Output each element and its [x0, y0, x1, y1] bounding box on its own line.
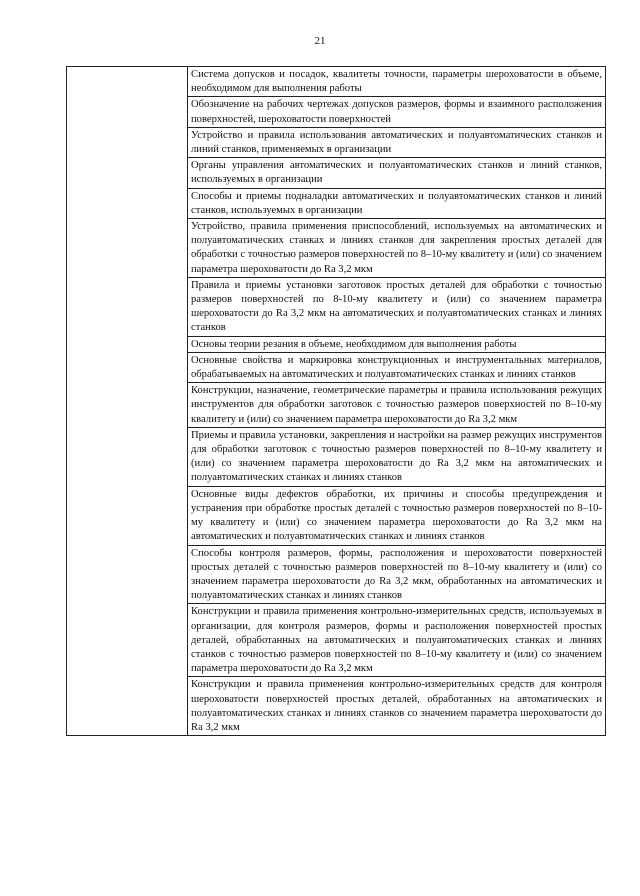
requirements-table: [66, 66, 606, 736]
table-cell: Конструкции, назначение, геометрические параметры и правила использования режущих инструментов для обработки заготовок с точностью размеров поверхностей по 8–10-му квалитету и (или) со значением параметра шероховатости до Ra 3,2 мкм: [188, 383, 606, 428]
table-cell: Способы контроля размеров, формы, расположения и шероховатости поверхностей простых деталей с точностью размеров поверхностей по 8–10-му квалитету и (или) со значением параметра шероховатости до Ra 3,2 мкм, обработанных на автоматических и полуавтоматических станках и линиях станков: [188, 545, 606, 604]
table-cell: Приемы и правила установки, закрепления и настройки на размер режущих инструментов для обработки заготовок с точностью размеров поверхностей по 8–10-му квалитету и (или) со значением параметра шероховатости до Ra 3,2 мкм на автоматических и полуавтоматических станках и линиях станков: [188, 427, 606, 486]
page-number: 21: [314, 35, 326, 47]
table-cell: Обозначение на рабочих чертежах допусков размеров, формы и взаимного расположения поверхностей, шероховатости поверхностей: [188, 97, 606, 127]
category-cell: [67, 67, 188, 736]
table-cell: Основы теории резания в объеме, необходимом для выполнения работы: [188, 336, 606, 352]
table-cell: Основные свойства и маркировка конструкционных и инструментальных материалов, обрабатываемых на автоматических и полуавтоматических станках и линиях станков: [188, 352, 606, 382]
table-cell: Правила и приемы установки заготовок простых деталей для обработки с точностью размеров поверхностей по 8-10-му квалитету и (или) со значением параметра шероховатости до Ra 3,2 мкм на автоматических и полуавтоматических станках и линиях станков: [188, 277, 606, 336]
table-cell: Органы управления автоматических и полуавтоматических станков и линий станков, используемых в организации: [188, 158, 606, 188]
table-cell: Устройство, правила применения приспособлений, используемых на автоматических и полуавтоматических станках и линиях станков для закрепления простых деталей для обработки с точностью размеров поверхностей по 8–10-му квалитету и (или) со значением параметра шероховатости до Ra 3,2 мкм: [188, 219, 606, 278]
table-cell: Способы и приемы подналадки автоматических и полуавтоматических станков и линий станков, используемых в организации: [188, 188, 606, 218]
table-cell: Основные виды дефектов обработки, их причины и способы предупреждения и устранения при обработке простых деталей с точностью размеров поверхностей по 8–10-му квалитету и (или) со значением параметра шероховатости до Ra 3,2 мкм на автоматических и полуавтоматических станках и линиях станков: [188, 486, 606, 545]
table-cell: Конструкции и правила применения контрольно-измерительных средств для контроля шероховатости поверхностей простых деталей, обработанных на автоматических и полуавтоматических станках и линиях станков со значением параметра шероховатости до Ra 3,2 мкм: [188, 677, 606, 736]
table-cell: Устройство и правила использования автоматических и полуавтоматических станков и линий станков, применяемых в организации: [188, 127, 606, 157]
table-row: [67, 67, 606, 97]
table-cell: Конструкции и правила применения контрольно-измерительных средств, используемых в организации, для контроля размеров, формы и расположения поверхностей простых деталей, обработанных на автоматических и полуавтоматических станках и линиях станков с точностью размеров поверхностей по 8–10-му квалитету и (или) со значением параметра шероховатости до Ra 3,2 мкм: [188, 604, 606, 677]
table-cell: Система допусков и посадок, квалитеты точности, параметры шероховатости в объеме, необходимом для выполнения работы: [188, 67, 606, 97]
